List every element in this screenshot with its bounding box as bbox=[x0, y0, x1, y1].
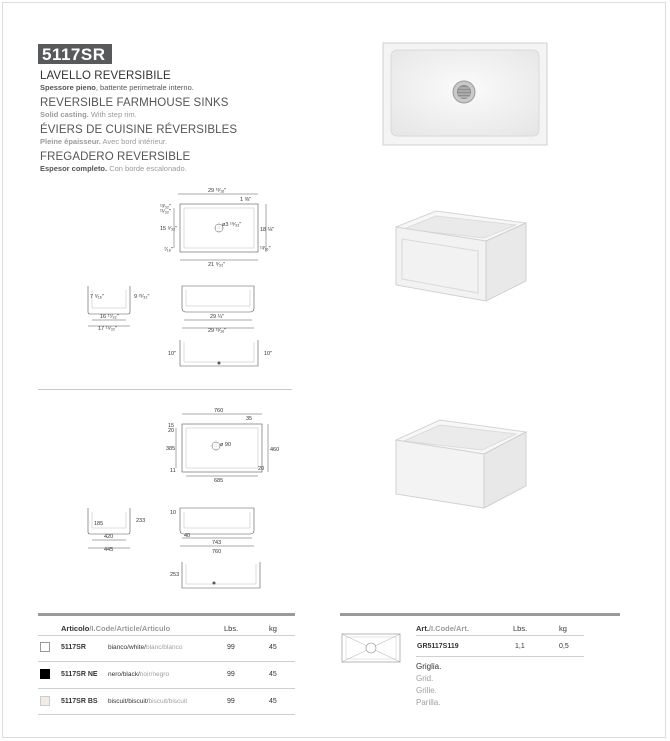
met-top-width: 760 bbox=[214, 408, 224, 414]
subtitle-fr-rest: Avec bord intérieur. bbox=[100, 137, 168, 146]
imp-top-width: 29 ¹³⁄₁₆" bbox=[208, 188, 227, 194]
acc-name-it: Griglia. bbox=[416, 662, 442, 671]
imp-front-left-h: 10" bbox=[168, 351, 177, 357]
acc-th-art2: Art. bbox=[456, 624, 469, 633]
imp-left-height: 15 ⁵⁄₃₂" bbox=[160, 226, 178, 232]
description-es bbox=[40, 151, 190, 174]
row2-lbs: 99 bbox=[227, 671, 235, 678]
acc-name-en: Grid. bbox=[416, 674, 434, 683]
subtitle-es-bold: Espesor completo. bbox=[40, 164, 108, 173]
grid-thumbnail bbox=[341, 633, 401, 663]
acc-row-rule bbox=[416, 656, 584, 657]
imperial-side-drawing bbox=[84, 284, 156, 330]
imp-front-outer-w: 29 ¹³⁄₁₆" bbox=[208, 328, 227, 334]
imp-side-outer-h: 9 ³¹⁄₃₂" bbox=[134, 294, 150, 300]
table-header-article bbox=[61, 624, 170, 633]
met-right-height: 460 bbox=[270, 447, 280, 453]
table-row-rule bbox=[38, 714, 295, 715]
imp-bottom-width: 21 ⁹⁄₃₂" bbox=[208, 262, 226, 268]
imperial-front-drawing bbox=[176, 284, 260, 334]
acc-header-kg: kg bbox=[559, 624, 567, 633]
table-header-lbs: Lbs. bbox=[224, 624, 239, 633]
imp-front-inner-w: 29 ¼" bbox=[210, 314, 225, 320]
acc-header-rule bbox=[416, 635, 584, 636]
subtitle-it-rest: , battente perimetrale interno. bbox=[95, 83, 194, 92]
met-rim-right: 35 bbox=[246, 416, 253, 422]
title-it: LAVELLO REVERSIBILE bbox=[40, 70, 171, 82]
met-front-outer-w: 760 bbox=[212, 549, 222, 555]
acc-name-es: Parilla. bbox=[416, 698, 441, 707]
row3-code: 5117SR BS bbox=[61, 698, 98, 705]
color-swatch-white bbox=[40, 642, 50, 652]
acc-header-lbs: Lbs. bbox=[513, 624, 528, 633]
th-articolo: Articolo bbox=[61, 624, 90, 633]
description-fr bbox=[40, 124, 237, 147]
met-front-top: 10 bbox=[170, 510, 177, 516]
imp-rim-right: 1 ⅜" bbox=[240, 197, 252, 203]
row3-color-main: biscuit/biscuit/ bbox=[108, 698, 149, 705]
met-side-inner-h: 185 bbox=[94, 521, 104, 527]
imp-side-inner-w: 16 ¹⁷⁄₃₂" bbox=[100, 314, 119, 320]
met-bottom-left: 11 bbox=[170, 468, 176, 474]
met-side-outer-w: 445 bbox=[104, 547, 114, 553]
acc-name-fr: Grille. bbox=[416, 686, 437, 695]
row1-code: 5117SR bbox=[61, 644, 86, 651]
table-header-rule bbox=[38, 635, 295, 636]
met-bottom-width: 685 bbox=[214, 478, 224, 484]
title-es: FREGADERO REVERSIBLE bbox=[40, 151, 191, 163]
row2-code: 5117SR NE bbox=[61, 671, 98, 678]
color-swatch-biscuit bbox=[40, 696, 50, 706]
th-article: Article/ bbox=[116, 624, 142, 633]
subtitle-fr-bold: Pleine épaisseur. bbox=[40, 137, 101, 146]
section-divider bbox=[38, 389, 292, 390]
met-drain: ø 90 bbox=[220, 442, 232, 448]
accessory-top-rule bbox=[340, 613, 620, 616]
imp-side-inner-h: 7 ⁵⁄₁₆" bbox=[90, 294, 104, 300]
title-fr: ÉVIERS DE CUISINE RÉVERSIBLES bbox=[40, 124, 238, 136]
subtitle-es-rest: Con borde escalonado. bbox=[107, 164, 187, 173]
row1-lbs: 99 bbox=[227, 644, 235, 651]
acc-th-code: /I.Code/ bbox=[428, 624, 457, 633]
imp-drain: ø3 ¹⁹⁄₃₂" bbox=[222, 222, 242, 228]
row1-color-rest: blanc/blanco bbox=[145, 644, 183, 651]
th-code: /I.Code/ bbox=[89, 624, 117, 633]
metric-side-drawing bbox=[84, 506, 156, 552]
table-row-rule bbox=[38, 688, 295, 689]
imp-bottom-left: ⁷⁄₁₆" bbox=[164, 247, 173, 253]
row2-color-rest: noir/negro bbox=[139, 671, 170, 678]
acc-kg: 0,5 bbox=[559, 643, 569, 650]
met-top-left-b: 20 bbox=[168, 428, 175, 434]
met-bottom-right: 20 bbox=[258, 466, 265, 472]
th-articulo: Articulo bbox=[141, 624, 171, 633]
met-front-left: 40 bbox=[184, 533, 191, 539]
imp-top-left-a: ¹³⁄₃₂" bbox=[160, 204, 171, 210]
description-it bbox=[40, 70, 194, 93]
sink-photo-front-view bbox=[390, 410, 530, 510]
acc-th-art: Art. bbox=[416, 624, 429, 633]
title-en: REVERSIBLE FARMHOUSE SINKS bbox=[40, 97, 229, 109]
row2-kg: 45 bbox=[269, 671, 277, 678]
description-en bbox=[40, 97, 229, 120]
met-front-h: 253 bbox=[170, 572, 180, 578]
imperial-section-drawing bbox=[168, 338, 276, 374]
accessory-names bbox=[416, 661, 441, 709]
met-front-inner-w: 743 bbox=[212, 540, 222, 546]
met-side-outer-h: 233 bbox=[136, 518, 146, 524]
sink-photo-apron-view bbox=[388, 205, 528, 305]
model-number-badge: 5117SR bbox=[38, 44, 112, 64]
imp-top-left-b: ¹¹⁄₃₂" bbox=[160, 209, 171, 215]
imp-bottom-right: ¹³⁄₁₆" bbox=[260, 246, 271, 252]
imp-side-outer-w: 17 ¹⁵⁄₃₂" bbox=[98, 326, 118, 332]
row3-lbs: 99 bbox=[227, 698, 235, 705]
table-row-rule bbox=[38, 661, 295, 662]
acc-lbs: 1,1 bbox=[515, 643, 525, 650]
metric-top-drawing bbox=[164, 406, 284, 486]
subtitle-it-bold: Spessore pieno bbox=[40, 83, 96, 92]
table-top-rule bbox=[38, 613, 295, 616]
acc-header-article bbox=[416, 624, 469, 633]
row1-color-main: bianco/white/ bbox=[108, 644, 146, 651]
met-left-height: 385 bbox=[166, 446, 176, 452]
subtitle-en-bold: Solid casting. bbox=[40, 110, 89, 119]
row3-kg: 45 bbox=[269, 698, 277, 705]
sink-photo-top-view bbox=[382, 42, 548, 146]
subtitle-en-rest: With step rim. bbox=[88, 110, 137, 119]
met-side-inner-w: 420 bbox=[104, 534, 114, 540]
row1-kg: 45 bbox=[269, 644, 277, 651]
row3-color-rest: biscuit/biscuit bbox=[148, 698, 188, 705]
imp-right-height: 18 ⅛" bbox=[260, 227, 275, 233]
imp-front-right-h: 10" bbox=[264, 351, 273, 357]
met-top-left-a: 15 bbox=[168, 423, 175, 429]
color-swatch-black bbox=[40, 669, 50, 679]
metric-front-drawing bbox=[168, 506, 258, 556]
imperial-top-drawing bbox=[160, 186, 280, 266]
table-header-kg: kg bbox=[269, 624, 277, 633]
metric-section-drawing bbox=[168, 560, 268, 596]
acc-code: GR5117S119 bbox=[417, 643, 459, 650]
row2-color-main: nero/black/ bbox=[108, 671, 140, 678]
